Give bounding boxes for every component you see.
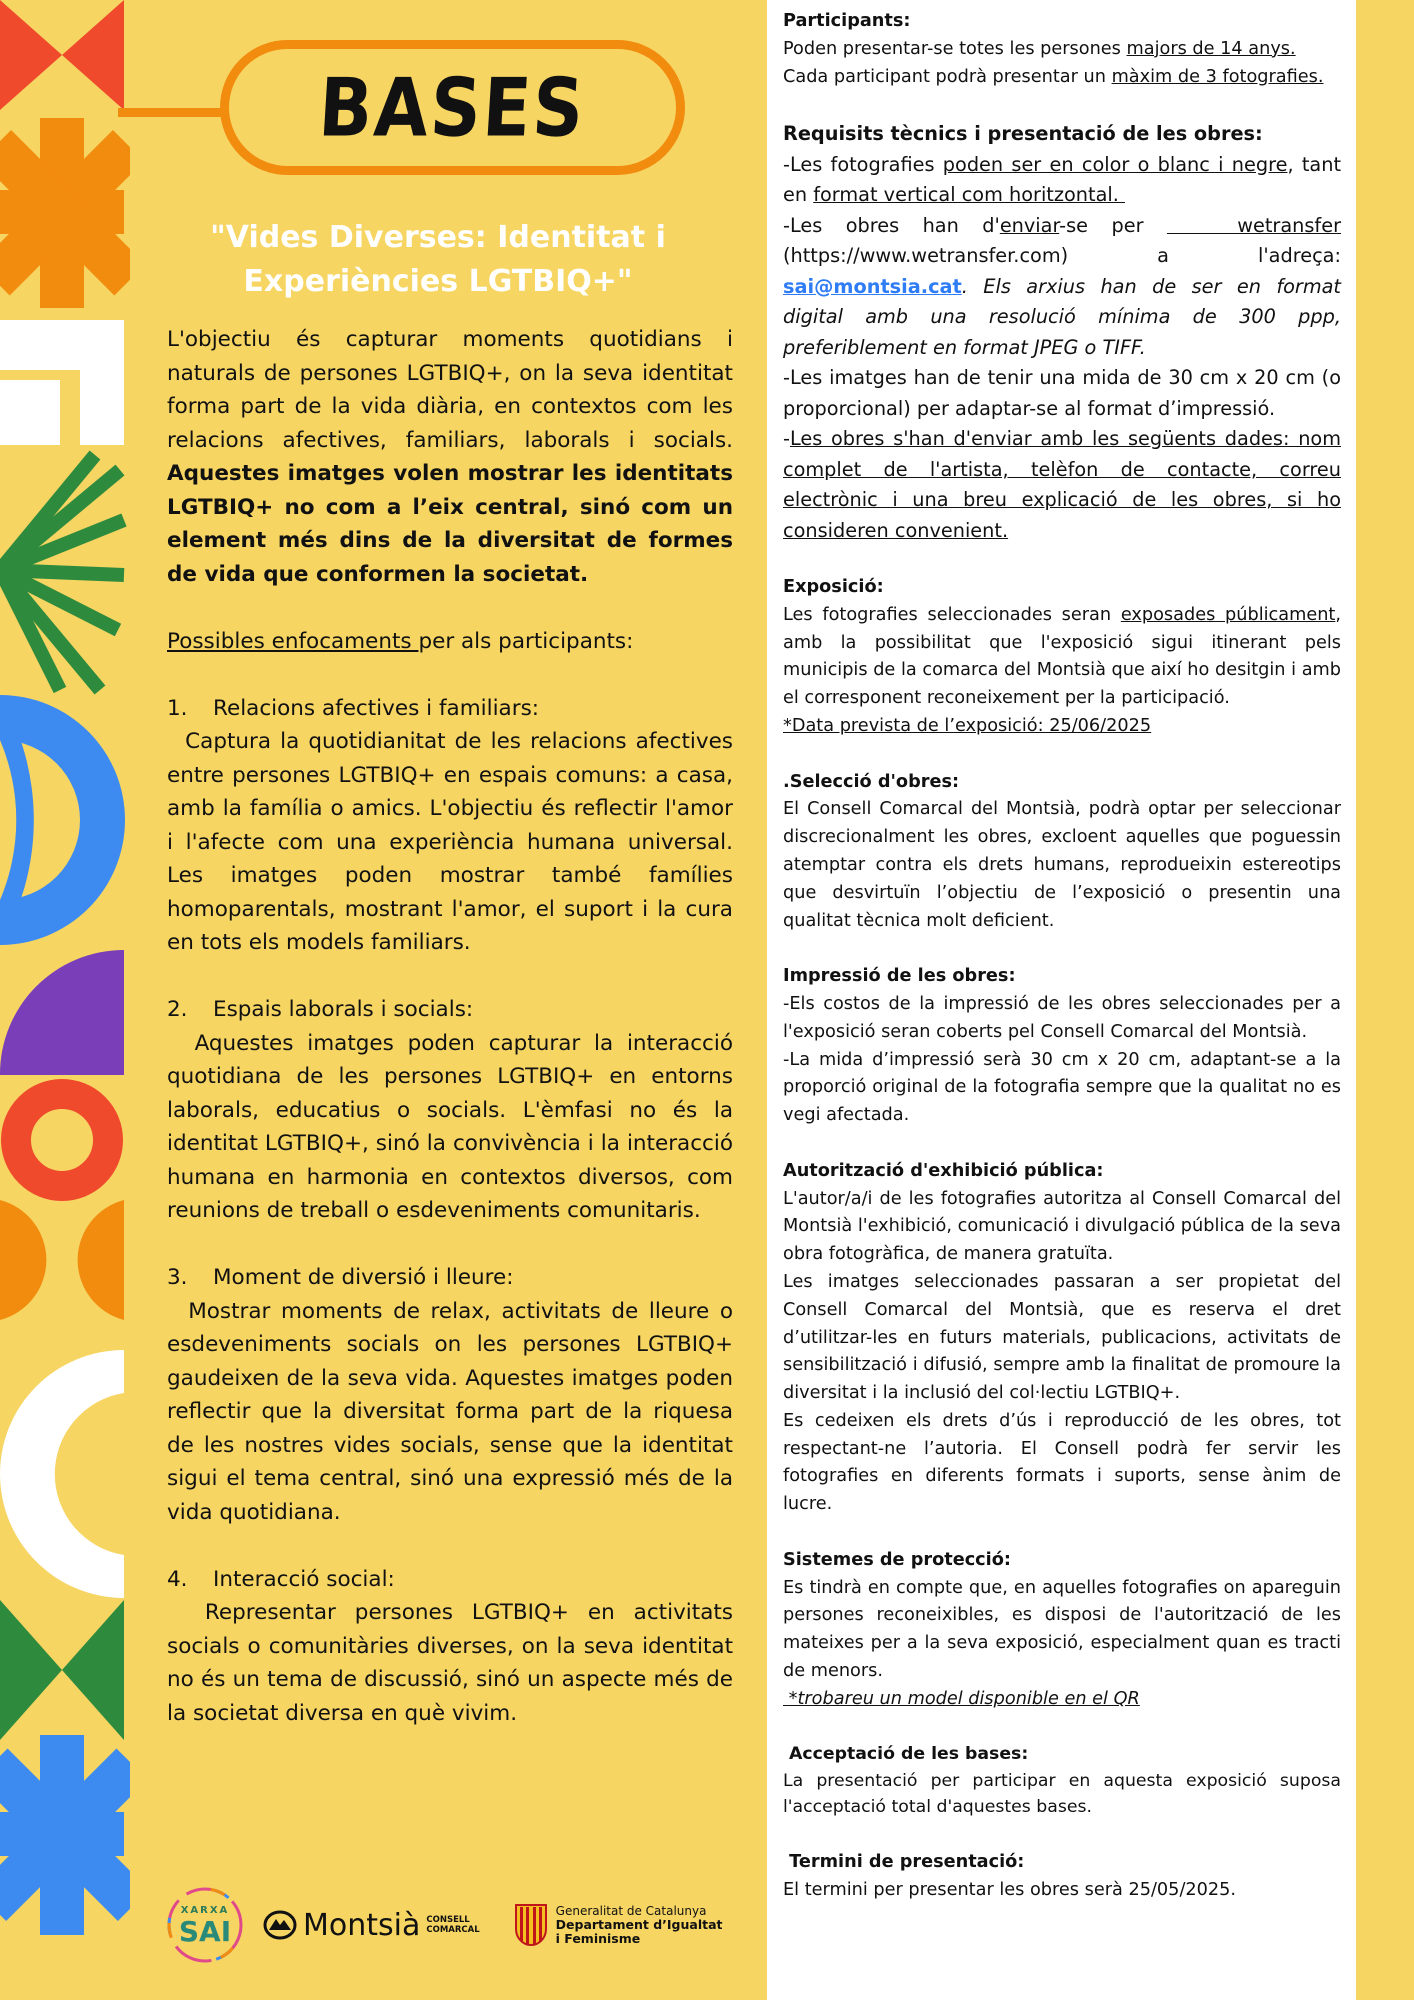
rules-text: [783, 8, 1341, 1904]
requisit-text: -se per: [1059, 213, 1167, 237]
seleccio-heading: .Selecció d'obres:: [783, 771, 960, 792]
requisit-text: -Les fotografies: [783, 152, 943, 176]
left-column: [167, 323, 740, 1730]
requisit-text: -Les obres han d': [783, 213, 1000, 237]
autoritzacio-heading: Autorització d'exhibició pública:: [783, 1160, 1104, 1181]
proteccio-note-text: *trobareu un model disponible en el QR: [783, 1688, 1140, 1709]
sai-logo-top: XARXA: [180, 1905, 230, 1916]
sai-logo-text: SAI: [178, 1915, 232, 1948]
proteccio-text: Es tindrà en compte que, en aquelles fotografies on apareguin persones reconeixibles, es disposi de l'autorització de les mateixes per a la seva exposició, especialment quan es tracti de menors.: [783, 1577, 1341, 1682]
proteccio-note: [783, 1686, 1341, 1714]
termini-text: El termini per presentar les obres serà 25/05/2025.: [783, 1879, 1237, 1900]
focus-heading: [167, 625, 733, 659]
montsia-name: Montsià: [303, 1907, 421, 1943]
requisit-text: -: [783, 427, 790, 451]
approach-3-text: Mostrar moments de relax, activitats de lleure o esdeveniments socials on les persones LGTBIQ+ gaudeixen de la seva vida. Aquestes imatges poden reflectir que la diversitat forma part de la riquesa de les nostres vides socials, sense que la identitat sigui el tema central, sinó una expressió més de la vida quotidiana.: [167, 1298, 740, 1525]
autoritzacio-text-2: Les imatges seleccionades passaran a ser propietat del Consell Comarcal del Montsià, que es reserva el dret d’utilitzar-les en futurs materials, publicacions, activitats de sensibilització i difusió, sempre amb la finalitat de promoure la diversitat i la inclusió del col·lectiu LGTBIQ+.: [783, 1271, 1341, 1404]
participants-line-2: [783, 64, 1341, 92]
approach-1-text: Captura la quotidianitat de les relacions afectives entre persones LGTBIQ+ en espais comuns: a casa, amb la família o amics. L'objectiu és reflectir l'amor i l'afecte com una experiència humana universal. Les imatges poden mostrar també famílies homoparentals, mostrant l'amor, el suport i la cura en tots els models familiars.: [167, 729, 740, 955]
exposicio-part: , amb la possibilitat que l'exposició sigui itinerant pels municipis de la comarca del Montsià que així ho desitgin i amb el corresponent reconeixement per la participació.: [783, 604, 1341, 709]
focus-heading-rest: per als participants:: [418, 628, 634, 654]
email-link[interactable]: sai@montsia.cat: [783, 274, 962, 298]
requisit-underlined: wetransfer: [1166, 213, 1342, 237]
approach-number: 1.: [167, 695, 188, 721]
generalitat-line: Generalitat de Catalunya: [555, 1904, 707, 1918]
exposicio-part: Les fotografies seleccionades seran: [783, 604, 1121, 625]
requisit-text: (https://www.wetransfer.com) a l'adreça:: [783, 244, 1341, 268]
approach-number: 2.: [167, 997, 188, 1022]
approach-title: Interacció social:: [213, 1566, 395, 1592]
approach-title: Espais laborals i socials:: [213, 997, 474, 1022]
approach-title: Relacions afectives i familiars:: [213, 695, 540, 721]
generalitat-line: Departament d’Igualtat: [555, 1917, 723, 1932]
montsia-logo: [263, 1908, 480, 1943]
focus-heading-underlined: Possibles enfocaments: [167, 628, 419, 654]
participants-text: Cada participant podrà presentar un: [783, 66, 1112, 87]
requisit-underlined: poden ser en color o blanc i negre: [942, 152, 1288, 176]
acceptacio-heading: Acceptació de les bases:: [783, 1744, 1029, 1765]
approach-number: 4.: [167, 1566, 188, 1592]
approach-1-title: [167, 692, 733, 726]
approach-3-title: [167, 1261, 733, 1295]
exposicio-text: [783, 602, 1341, 713]
montsia-emblem-icon: [263, 1910, 297, 1940]
requisit-underlined: format vertical com horitzontal.: [813, 183, 1125, 207]
requisits-section: [783, 119, 1341, 546]
termini-heading: Termini de presentació:: [783, 1851, 1025, 1872]
title-banner: [220, 40, 685, 175]
requisit-1: [783, 150, 1341, 211]
subtitle: "Vides Diverses: Identitat i Experiències LGTBIQ+": [210, 220, 666, 299]
impressio-heading: Impressió de les obres:: [783, 966, 1016, 987]
generalitat-line: i Feminisme: [555, 1931, 641, 1946]
approach-number: 3.: [167, 1265, 188, 1290]
generalitat-text: [556, 1904, 723, 1946]
approach-4-text: Representar persones LGTBIQ+ en activitats socials o comunitàries diverses, on la seva identitat no és un tema de discussió, sinó un aspecte més de la societat diversa en què vivim.: [167, 1600, 740, 1726]
intro-text: L'objectiu és capturar moments quotidians i naturals de persones LGTBIQ+, on la seva identitat forma part de la vida diària, en contextos com les relacions afectives, familiars, laborals i socials.: [167, 327, 733, 453]
participants-text: Poden presentar-se totes les persones: [783, 38, 1127, 59]
montsia-sub-line: COMARCAL: [426, 1925, 480, 1935]
requisit-text: , tant en: [783, 152, 1341, 207]
proteccio-heading: Sistemes de protecció:: [783, 1549, 1011, 1570]
exposicio-underlined: exposades públicament: [1120, 604, 1336, 625]
exposicio-heading: Exposició:: [783, 576, 884, 597]
right-column: [767, 0, 1356, 2000]
requisits-heading: Requisits tècnics i presentació de les obres:: [783, 122, 1263, 146]
senyera-emblem-icon: [514, 1903, 548, 1947]
requisit-2: [783, 211, 1341, 364]
intro-bold-text: Aquestes imatges volen mostrar les identitats LGTBIQ+ no com a l’eix central, sinó com un element més dins de la diversitat de formes de vida que conformen la societat.: [167, 461, 733, 587]
banner-connector-line: [118, 108, 224, 117]
approach-2-title: [167, 993, 733, 1027]
autoritzacio-text-3: Es cedeixen els drets d’ús i reproducció de les obres, tot respectant-ne l’autoria. El Consell podrà fer servir les fotografies en diferents formats i suports, sense ànim de lucre.: [783, 1410, 1341, 1515]
logos-row: [165, 1885, 735, 1965]
requisit-3: -Les imatges han de tenir una mida de 30 cm x 20 cm (o proporcional) per adaptar-se al format d’impressió.: [783, 366, 1341, 420]
requisit-4: [783, 424, 1341, 546]
requisit-underlined: Les obres s'han d'enviar amb les següents dades: nom complet de l'artista, telèfon de contacte, correu electrònic i una breu explicació de les obres, si ho consideren convenient.: [783, 427, 1341, 542]
approach-4-title: [167, 1563, 733, 1597]
intro-paragraph: [167, 323, 733, 591]
impressio-text-1: -Els costos de la impressió de les obres seleccionades per a l'exposició seran coberts pel Consell Comarcal del Montsià.: [783, 993, 1341, 1042]
acceptacio-section: [783, 1741, 1341, 1821]
page-title: BASES: [316, 60, 589, 155]
xarxa-sai-logo: [165, 1885, 245, 1965]
participants-underlined: màxim de 3 fotografies.: [1111, 66, 1324, 87]
generalitat-logo: [514, 1903, 723, 1947]
participants-line-1: [783, 36, 1341, 64]
requisit-underlined: enviar: [999, 213, 1060, 237]
autoritzacio-text-1: L'autor/a/i de les fotografies autoritza al Consell Comarcal del Montsià l'exhibició, comunicació i divulgació pública de la seva obra fotogràfica, de manera gratuïta.: [783, 1188, 1341, 1265]
acceptacio-text: La presentació per participar en aquesta exposició suposa l'acceptació total d'aquestes bases.: [783, 1770, 1341, 1818]
approach-2-text: Aquestes imatges poden capturar la interacció quotidiana de les persones LGTBIQ+ en entorns laborals, educatius o socials. L'èmfasi no és la identitat LGTBIQ+, sinó la convivència i la interacció humana en harmonia en contextos diversos, com reunions de treball o esdeveniments comunitaris.: [167, 1030, 740, 1223]
seleccio-text: El Consell Comarcal del Montsià, podrà optar per seleccionar discrecionalment les obres, excloent aquelles que poguessin atemptar contra els drets humans, reprodueixin estereotips que desvirtuïn l’objectiu de l’exposició o presentin una qualitat tècnica molt deficient.: [783, 799, 1341, 931]
impressio-text-2: -La mida d’impressió serà 30 cm x 20 cm, adaptant-se a la proporció original de la fotografia sempre que la qualitat no es vegi afectada.: [783, 1049, 1341, 1126]
participants-heading: Participants:: [783, 11, 911, 31]
approach-title: Moment de diversió i lleure:: [213, 1265, 514, 1290]
exposicio-date: *Data prevista de l’exposició: 25/06/2025: [783, 715, 1152, 736]
requisit-italic: . Els arxius han de ser en format digital amb una resolució mínima de 300 ppp, preferiblement en format JPEG o TIFF.: [783, 274, 1341, 359]
montsia-sub-line: CONSELL: [426, 1915, 470, 1925]
participants-underlined: majors de 14 anys.: [1126, 38, 1296, 59]
decorative-shapes-strip: [0, 0, 130, 2000]
montsia-sub: [426, 1915, 479, 1935]
